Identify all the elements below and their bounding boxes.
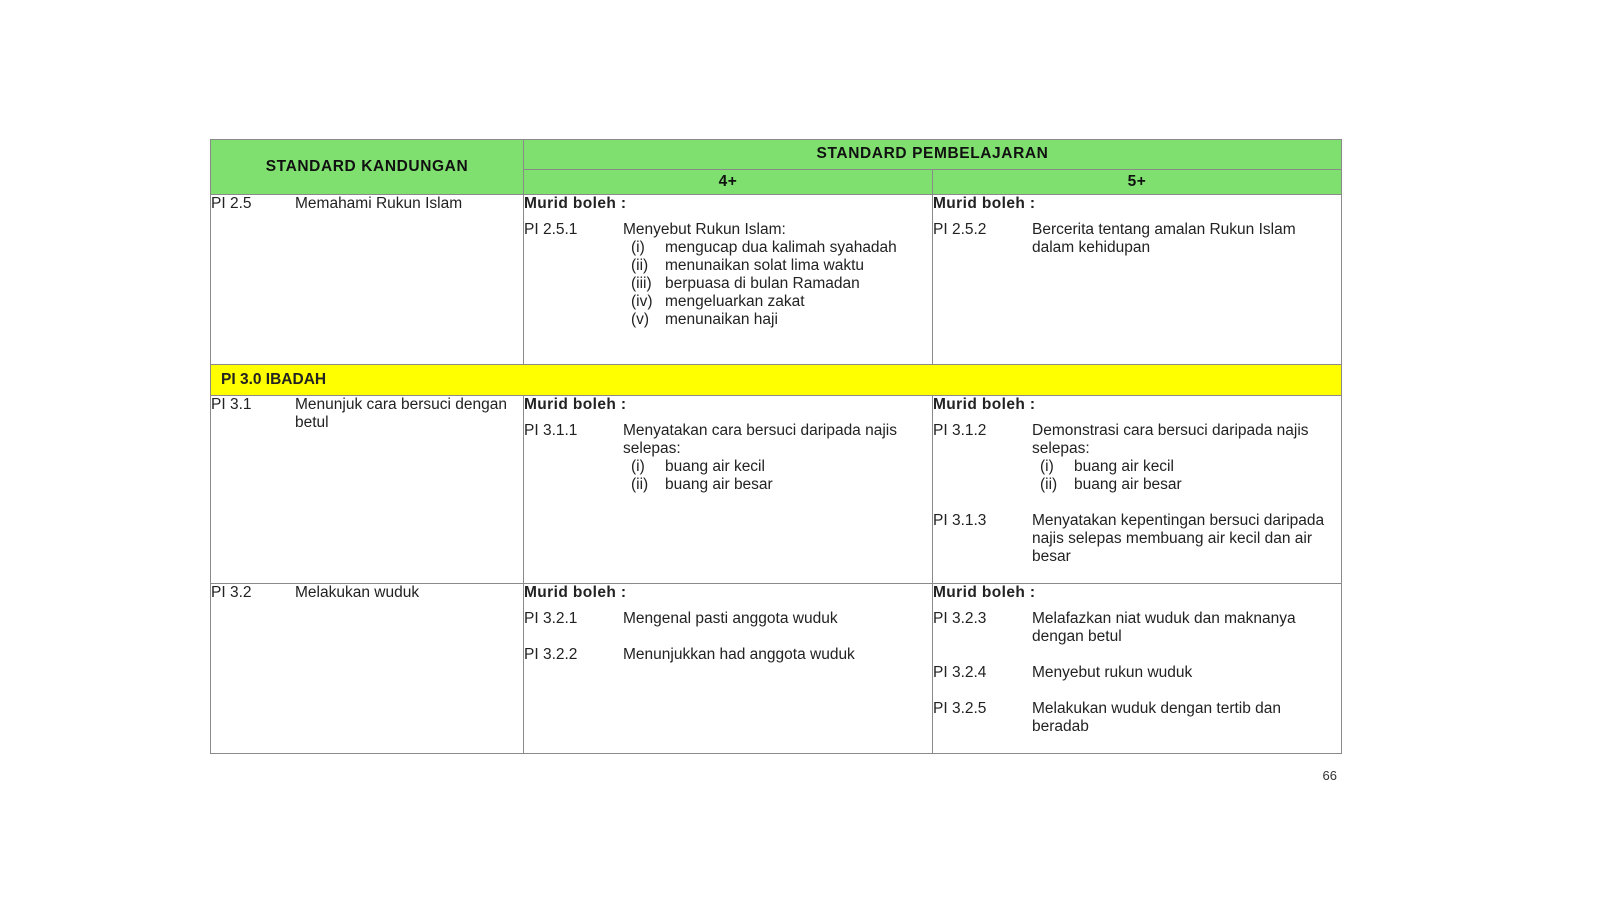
standard-description: Menyatakan cara bersuci daripada najis selepas: bbox=[623, 422, 897, 457]
learning-standard-item bbox=[933, 221, 1341, 257]
standard-code: PI 3.1.3 bbox=[933, 512, 987, 529]
table-row bbox=[211, 584, 1342, 754]
standard-description: Menyatakan kepentingan bersuci daripada najis selepas membuang air kecil dan air besar bbox=[1032, 512, 1325, 565]
sk-code: PI 3.1 bbox=[211, 396, 252, 413]
section-title: PI 3.0 IBADAH bbox=[211, 365, 1342, 396]
learning-standard-item bbox=[933, 512, 1341, 566]
sub-list-text: buang air besar bbox=[1074, 476, 1182, 493]
standard-kandungan-cell bbox=[211, 195, 524, 365]
sub-list-item bbox=[1032, 476, 1341, 494]
level-5-cell bbox=[933, 396, 1342, 584]
learning-standard-item bbox=[524, 422, 932, 494]
sub-list bbox=[623, 458, 932, 494]
standard-kandungan bbox=[211, 396, 523, 432]
sk-code: PI 2.5 bbox=[211, 195, 252, 212]
level-4-cell bbox=[524, 195, 933, 365]
table-row bbox=[211, 396, 1342, 584]
standard-code: PI 3.1.1 bbox=[524, 422, 578, 439]
learning-standard-item bbox=[524, 610, 932, 628]
sub-list-item bbox=[623, 239, 932, 257]
standard-kandungan-cell bbox=[211, 396, 524, 584]
sub-list-text: buang air kecil bbox=[1074, 458, 1174, 475]
learning-standard-item bbox=[933, 422, 1341, 494]
sub-list-number: (iii) bbox=[631, 275, 652, 292]
murid-boleh-label: Murid boleh : bbox=[524, 396, 627, 413]
standard-code: PI 3.2.2 bbox=[524, 646, 578, 663]
sk-code: PI 3.2 bbox=[211, 584, 252, 601]
sub-list-text: berpuasa di bulan Ramadan bbox=[665, 275, 860, 292]
sub-list-number: (i) bbox=[631, 458, 645, 475]
sub-list-text: mengucap dua kalimah syahadah bbox=[665, 239, 897, 256]
standard-kandungan bbox=[211, 195, 523, 213]
sub-list-text: buang air kecil bbox=[665, 458, 765, 475]
standard-code: PI 3.1.2 bbox=[933, 422, 987, 439]
sub-list-item bbox=[1032, 458, 1341, 476]
murid-boleh-label: Murid boleh : bbox=[933, 396, 1036, 413]
standard-text bbox=[1032, 664, 1341, 682]
header-standard-pembelajaran: STANDARD PEMBELAJARAN bbox=[524, 140, 1342, 170]
standard-description: Melakukan wuduk dengan tertib dan beradab bbox=[1032, 700, 1282, 735]
level-5-cell bbox=[933, 584, 1342, 754]
learning-standard-item bbox=[524, 646, 932, 664]
sk-text: Memahami Rukun Islam bbox=[295, 195, 463, 212]
standard-code: PI 3.2.3 bbox=[933, 610, 987, 627]
standard-kandungan-cell bbox=[211, 584, 524, 754]
sub-list-text: mengeluarkan zakat bbox=[665, 293, 805, 310]
sub-list bbox=[623, 239, 932, 329]
sub-list-item bbox=[623, 275, 932, 293]
level-5-cell bbox=[933, 195, 1342, 365]
standard-description: Bercerita tentang amalan Rukun Islam dalam kehidupan bbox=[1032, 221, 1296, 256]
standard-description: Demonstrasi cara bersuci daripada najis selepas: bbox=[1032, 422, 1309, 457]
standard-description: Mengenal pasti anggota wuduk bbox=[623, 610, 838, 627]
standard-text bbox=[1032, 422, 1341, 494]
standard-description: Melafazkan niat wuduk dan maknanya dengan betul bbox=[1032, 610, 1296, 645]
standard-text bbox=[1032, 610, 1341, 646]
sub-list-item bbox=[623, 257, 932, 275]
standard-code: PI 2.5.2 bbox=[933, 221, 987, 238]
learning-standard-item bbox=[933, 610, 1341, 646]
standard-text bbox=[623, 221, 932, 329]
standard-code: PI 3.2.5 bbox=[933, 700, 987, 717]
standard-code: PI 3.2.4 bbox=[933, 664, 987, 681]
table-row bbox=[211, 195, 1342, 365]
sub-list-item bbox=[623, 293, 932, 311]
standard-description: Menyebut Rukun Islam: bbox=[623, 221, 786, 238]
sub-list-text: menunaikan haji bbox=[665, 311, 778, 328]
standard-description: Menunjukkan had anggota wuduk bbox=[623, 646, 855, 663]
sub-list-number: (iv) bbox=[631, 293, 653, 310]
standard-description: Menyebut rukun wuduk bbox=[1032, 664, 1193, 681]
sub-list-number: (ii) bbox=[1040, 476, 1058, 493]
standard-text bbox=[623, 646, 932, 664]
murid-boleh-label: Murid boleh : bbox=[524, 584, 627, 601]
sub-list-item bbox=[623, 458, 932, 476]
standard-text bbox=[623, 422, 932, 494]
sub-list-item bbox=[623, 311, 932, 329]
standard-code: PI 2.5.1 bbox=[524, 221, 578, 238]
standard-text bbox=[623, 610, 932, 628]
sk-text: Menunjuk cara bersuci dengan betul bbox=[295, 396, 507, 431]
level-4-cell bbox=[524, 396, 933, 584]
page-number: 66 bbox=[1322, 768, 1337, 783]
curriculum-table bbox=[210, 139, 1342, 754]
standard-text bbox=[1032, 512, 1341, 566]
sub-list-item bbox=[623, 476, 932, 494]
section-row bbox=[211, 365, 1342, 396]
header-level-5: 5+ bbox=[933, 169, 1342, 194]
sub-list-number: (ii) bbox=[631, 476, 649, 493]
sub-list-number: (i) bbox=[1040, 458, 1054, 475]
standard-text bbox=[1032, 700, 1341, 736]
sub-list-number: (v) bbox=[631, 311, 650, 328]
sub-list-text: buang air besar bbox=[665, 476, 773, 493]
header-level-4: 4+ bbox=[524, 169, 933, 194]
level-4-cell bbox=[524, 584, 933, 754]
standard-text bbox=[1032, 221, 1341, 257]
sub-list bbox=[1032, 458, 1341, 494]
sk-text: Melakukan wuduk bbox=[295, 584, 420, 601]
murid-boleh-label: Murid boleh : bbox=[933, 584, 1036, 601]
standard-code: PI 3.2.1 bbox=[524, 610, 578, 627]
murid-boleh-label: Murid boleh : bbox=[524, 195, 627, 212]
learning-standard-item bbox=[933, 664, 1341, 682]
learning-standard-item bbox=[524, 221, 932, 329]
learning-standard-item bbox=[933, 700, 1341, 736]
murid-boleh-label: Murid boleh : bbox=[933, 195, 1036, 212]
standard-kandungan bbox=[211, 584, 523, 602]
sub-list-text: menunaikan solat lima waktu bbox=[665, 257, 865, 274]
sub-list-number: (i) bbox=[631, 239, 645, 256]
header-standard-kandungan: STANDARD KANDUNGAN bbox=[211, 140, 524, 195]
sub-list-number: (ii) bbox=[631, 257, 649, 274]
